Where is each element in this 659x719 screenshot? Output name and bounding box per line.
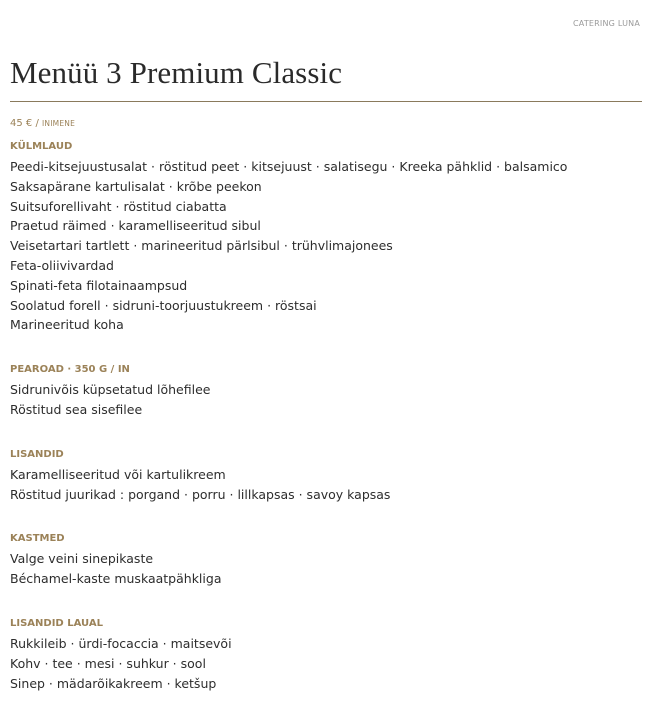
menu-item: Kohv · tee · mesi · suhkur · sool [10, 655, 206, 671]
menu-item: Peedi-kitsejuustusalat · röstitud peet · kitsejuust · salatisegu · Kreeka pähklid · balsamico [10, 159, 568, 174]
menu-item: Spinati-feta filotainaampsud [10, 277, 188, 293]
menu-item: Sidrunivõis küpsetatud lõhefilee [10, 382, 211, 398]
menu-item: Soolatud forell · sidruni-toorjuustukreem · röstsai [10, 297, 317, 313]
price-line [10, 118, 75, 129]
menu-item: Röstitud sea sisefilee [10, 401, 143, 417]
title-divider [10, 101, 642, 102]
section-title: KÜLMLAUD [10, 141, 73, 152]
section-title: PEAROAD · 350 G / IN [10, 364, 130, 376]
menu-item: Marineeritud koha [10, 317, 124, 333]
menu-item: Valge veini sinepikaste [10, 551, 154, 567]
menu-item: Röstitud juurikad : porgand · porru · lillkapsas · savoy kapsas [10, 486, 391, 502]
menu-section-lisandid-laual [10, 615, 650, 693]
menu-item: Praetud räimed · karamelliseeritud sibul [10, 218, 261, 234]
menu-item: Suitsuforellivaht · röstitud ciabatta [10, 198, 227, 214]
menu-item: Sinep · mädarõikakreem · ketšup [10, 675, 217, 691]
menu-section-kulmlaud [10, 138, 650, 335]
price-unit: INIMENE [42, 119, 76, 128]
menu-item: Saksapärane kartulisalat · krõbe peekon [10, 178, 262, 194]
menu-item: Rukkileib · ürdi-focaccia · maitsevõi [10, 635, 232, 651]
menu-sections [10, 138, 650, 719]
menu-item: Feta-oliivivardad [10, 257, 114, 273]
menu-section-kastmed [10, 530, 650, 589]
section-title: LISANDID LAUAL [10, 617, 103, 629]
section-title: LISANDID [10, 448, 64, 460]
menu-item: Veisetartari tartlett · marineeritud pärlsibul · trühvlimajonees [10, 238, 393, 254]
brand-label: CATERING LUNA [573, 19, 640, 28]
page-title: Menüü 3 Premium Classic [10, 55, 343, 90]
price-amount: 45 € / [10, 118, 39, 129]
section-title: KASTMED [10, 533, 65, 545]
menu-item: Béchamel-kaste muskaatpähkliga [10, 571, 222, 587]
menu-section-lisandid [10, 446, 650, 505]
menu-section-pearoad [10, 361, 650, 420]
menu-item: Karamelliseeritud või kartulikreem [10, 466, 226, 482]
